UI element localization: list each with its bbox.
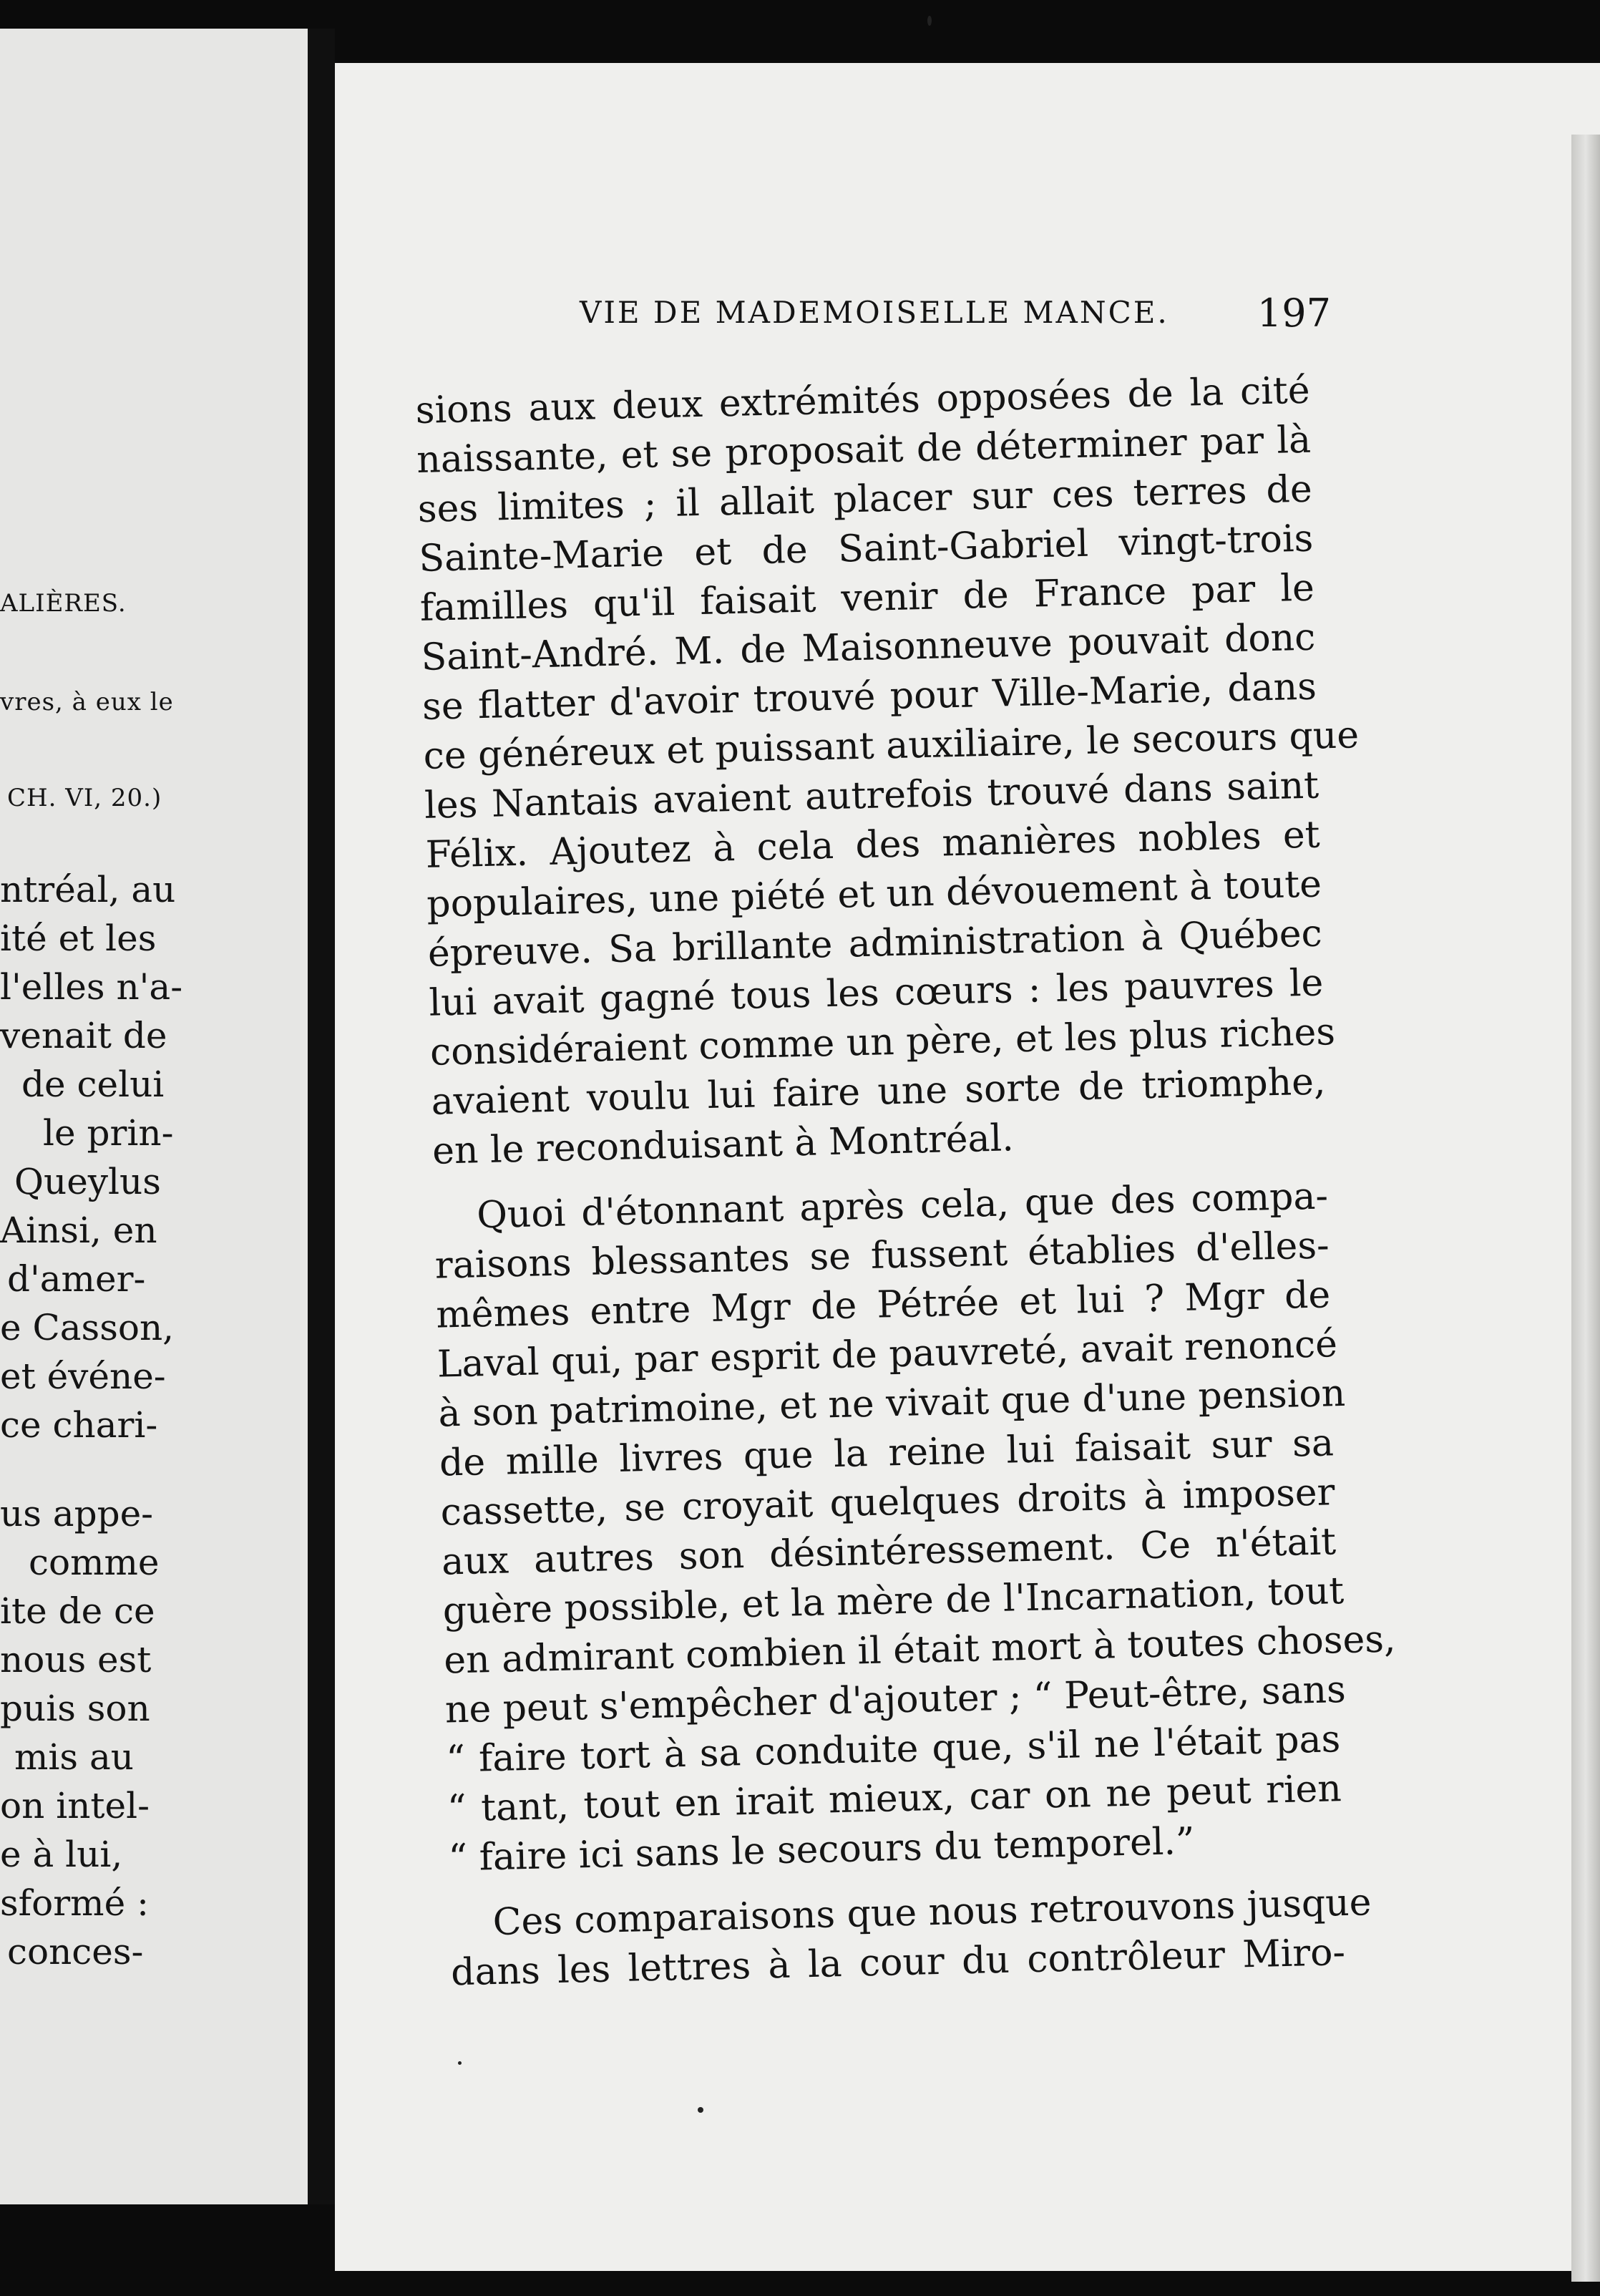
text-line: de mille livres que la reine lui faisait sur sa [439, 1421, 1335, 1485]
print-speck [927, 16, 932, 26]
left-fragment: venait de [0, 1015, 167, 1056]
text-line: familles qu'il faisait venir de France par le [419, 566, 1315, 630]
left-fragment: comme [29, 1542, 160, 1583]
left-fragment: l'elles n'a- [0, 966, 183, 1008]
text-line: épreuve. Sa brillante administration à Québec [427, 912, 1323, 976]
left-fragment: ite de ce [0, 1590, 155, 1632]
left-fragment: ntréal, au [0, 869, 176, 910]
text-line: guère possible, et la mère de l'Incarnation, tout [442, 1569, 1345, 1633]
print-speck [458, 2061, 462, 2065]
left-fragment: on intel- [0, 1785, 150, 1826]
text-line: mêmes entre Mgr de Pétrée et lui ? Mgr de [435, 1273, 1331, 1337]
text-line: en admirant combien il était mort à toutes choses, [443, 1618, 1397, 1683]
text-line: lui avait gagné tous les cœurs : les pauvres le [428, 961, 1324, 1025]
left-fragment: us appe- [0, 1493, 154, 1534]
left-fragment: Queylus [14, 1161, 161, 1202]
left-fragment: e Casson, [0, 1307, 175, 1348]
text-line: Ces comparaisons que nous retrouvons jusque [492, 1881, 1372, 1945]
text-line: populaires, une piété et un dévouement à toute [426, 862, 1322, 926]
text-line: ses limites ; il allait placer sur ces terres de [417, 467, 1313, 531]
left-fragment: le prin- [43, 1112, 174, 1154]
text-line: “ faire ici sans le secours du temporel.” [447, 1819, 1196, 1880]
page-number: 197 [1257, 291, 1331, 336]
text-line: en le reconduisant à Montréal. [431, 1117, 1015, 1173]
text-line: considéraient comme un père, et les plus riches [429, 1011, 1336, 1074]
text-line: Quoi d'étonnant après cela, que des compa- [476, 1174, 1329, 1237]
left-fragment: ité et les [0, 918, 157, 959]
text-line: “ faire tort à sa conduite que, s'il ne l'était pas [445, 1718, 1341, 1781]
left-fragment: de celui [21, 1064, 165, 1105]
text-line: les Nantais avaient autrefois trouvé dans saint [424, 764, 1319, 827]
text-line: sions aux deux extrémités opposées de la cité [415, 369, 1311, 432]
left-fragment: ce chari- [0, 1404, 158, 1446]
left-fragment: Ainsi, en [0, 1210, 157, 1251]
left-fragment: conces- [7, 1931, 144, 1972]
left-page [0, 29, 308, 2204]
left-fragment: nous est [0, 1639, 152, 1680]
text-line: Laval qui, par esprit de pauvreté, avait renoncé [436, 1323, 1338, 1386]
text-line: “ tant, tout en irait mieux, car on ne peut rien [447, 1767, 1342, 1831]
text-line: Saint-André. M. de Maisonneuve pouvait donc [420, 616, 1316, 679]
left-fragment: CH. VI, 20.) [7, 784, 162, 812]
text-line: avaient voulu lui faire une sorte de triomphe, [431, 1060, 1327, 1124]
running-head [580, 291, 1331, 352]
left-fragment: vres, à eux le [0, 688, 174, 716]
text-line: à son patrimoine, et ne vivait que d'une pension [437, 1371, 1346, 1436]
text-line: dans les lettres à la cour du contrôleur Miro- [450, 1931, 1346, 1995]
text-line: aux autres son désintéressement. Ce n'était [441, 1520, 1337, 1584]
text-line: Sainte-Marie et de Saint-Gabriel vingt-trois [418, 517, 1314, 580]
text-line: ne peut s'empêcher d'ajouter ; “ Peut-être, sans [444, 1668, 1347, 1732]
left-fragment: puis son [0, 1688, 150, 1729]
page-edge [1571, 135, 1600, 2282]
text-line: naissante, et se proposait de déterminer par là [416, 418, 1312, 482]
text-line: Félix. Ajoutez à cela des manières nobles et [425, 813, 1321, 877]
left-fragment: ALIÈRES. [0, 589, 127, 618]
text-line: raisons blessantes se fussent établies d'elles- [434, 1224, 1330, 1288]
running-head-title: VIE DE MADEMOISELLE MANCE. [580, 295, 1169, 330]
left-fragment: mis au [14, 1736, 134, 1778]
book-spine-gap [308, 29, 335, 2204]
text-line: cassette, se croyait quelques droits à imposer [440, 1471, 1336, 1534]
left-fragment: et événe- [0, 1356, 166, 1397]
left-fragment: d'amer- [7, 1258, 146, 1300]
text-line: se flatter d'avoir trouvé pour Ville-Marie, dans [421, 665, 1317, 729]
body-text [415, 366, 1397, 2025]
text-line: ce généreux et puissant auxiliaire, le secours que [423, 714, 1360, 778]
print-speck [698, 2107, 703, 2113]
left-fragment: e à lui, [0, 1834, 123, 1875]
left-fragment: sformé : [0, 1882, 149, 1924]
